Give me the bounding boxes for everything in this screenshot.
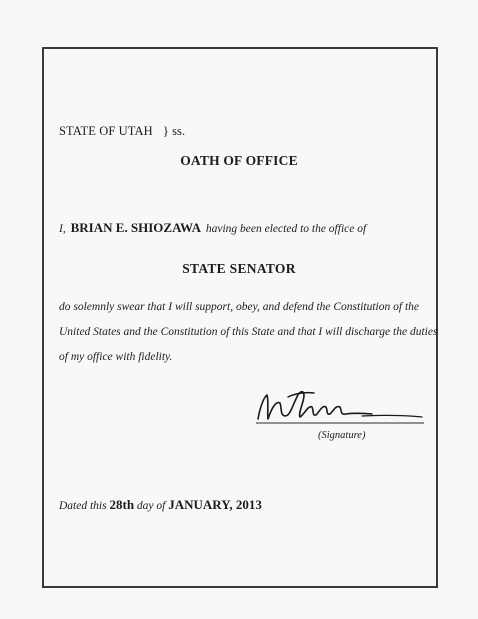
oath-body-line: do solemnly swear that I will support, obey, and defend the Constitution of the xyxy=(59,301,419,313)
document-title: OATH OF OFFICE xyxy=(180,153,298,168)
dated-month-year: JANUARY, 2013 xyxy=(168,497,262,512)
dated-middle: day of xyxy=(136,500,166,512)
dated-line xyxy=(59,497,262,513)
dated-prefix: Dated this xyxy=(59,500,107,512)
handwritten-signature xyxy=(252,383,432,429)
oath-statement xyxy=(59,220,366,236)
office-title: STATE SENATOR xyxy=(182,261,296,276)
oath-prefix: I, xyxy=(59,223,66,235)
dated-day: 28th xyxy=(109,497,135,512)
oath-body-line: United States and the Constitution of this State and that I will discharge the duties xyxy=(59,326,438,338)
venue-state: STATE OF UTAH xyxy=(59,124,153,138)
oath-suffix: having been elected to the office of xyxy=(205,223,367,235)
venue-line xyxy=(59,123,185,139)
oath-body-line: of my office with fidelity. xyxy=(59,351,173,363)
venue-ss: ss. xyxy=(172,124,186,138)
venue-brace: } xyxy=(162,123,170,138)
signature-caption: (Signature) xyxy=(318,430,366,441)
official-name: BRIAN E. SHIOZAWA xyxy=(70,220,201,235)
